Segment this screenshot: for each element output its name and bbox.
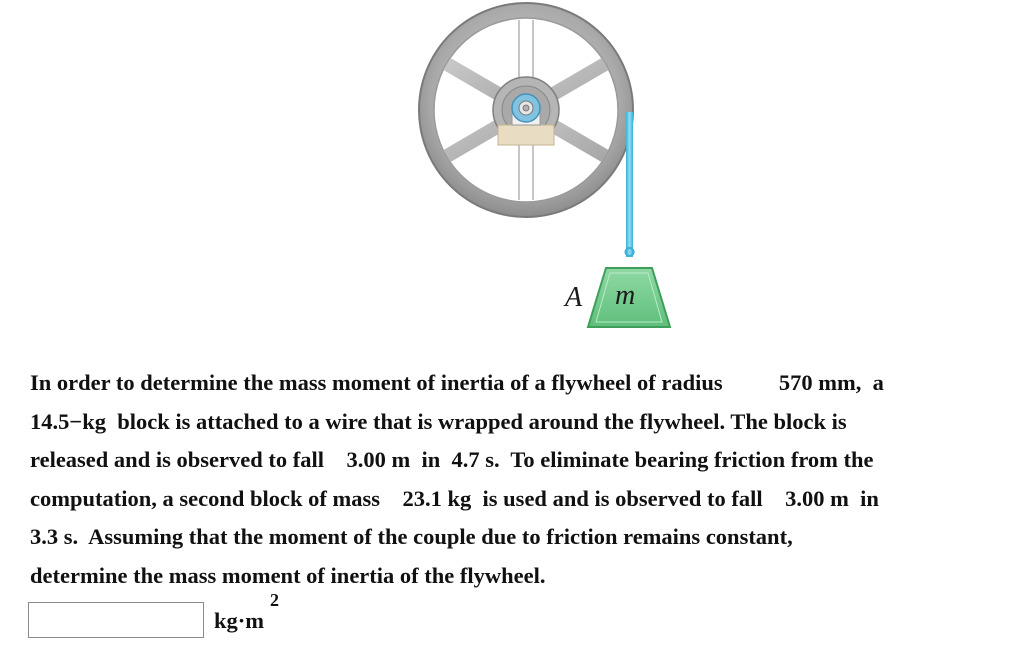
wire <box>626 112 633 257</box>
problem-line: determine the mass moment of inertia of the flywheel. <box>30 562 546 588</box>
answer-input[interactable] <box>28 602 204 638</box>
problem-line: released and is observed to fall 3.00 m in 4.7 s. To eliminate bearing friction from the <box>30 447 874 472</box>
problem-line: 3.3 s. Assuming that the moment of the couple due to friction remains constant, <box>30 524 793 549</box>
answer-row <box>28 590 280 638</box>
problem-statement <box>30 364 1015 595</box>
answer-unit-exponent: 2 <box>270 590 280 610</box>
problem-line: In order to determine the mass moment of inertia of a flywheel of radius 570 mm, a <box>30 370 884 395</box>
problem-line: 14.5−kg block is attached to a wire that is wrapped around the flywheel. The block is <box>30 408 847 434</box>
bearing-bracket <box>498 125 554 145</box>
mass-label-m: m <box>615 280 636 311</box>
problem-line: computation, a second block of mass 23.1 kg is used and is observed to fall 3.00 m in <box>30 485 879 511</box>
answer-unit: kg·m <box>214 608 265 633</box>
point-label-A: A <box>565 282 583 313</box>
